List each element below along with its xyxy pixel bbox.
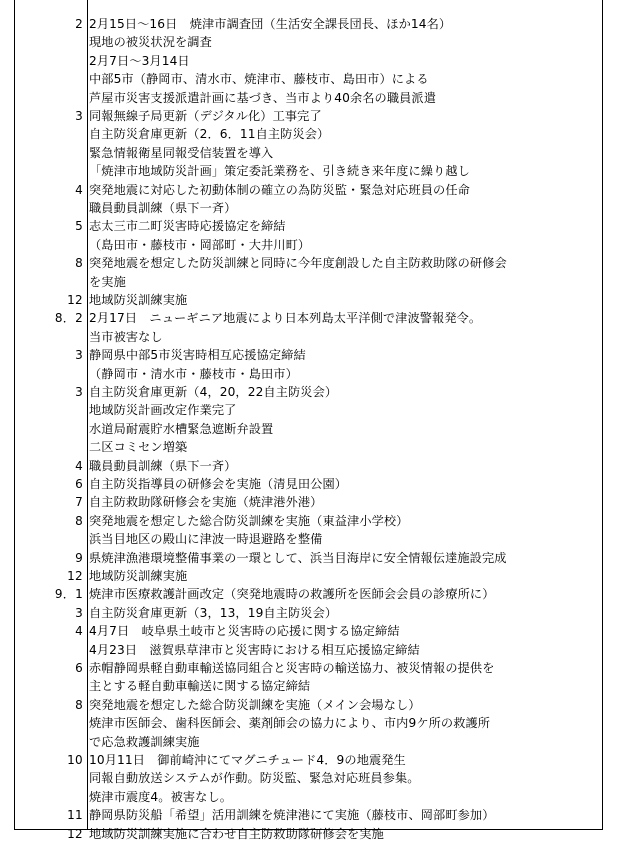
event-text: 現地の被災状況を調査 [89,35,212,50]
event-text: 同報自動放送システムが作動。防災監、緊急対応班員参集。 [89,771,420,786]
date-cell [15,769,83,787]
event-text: 4月7日 岐阜県土岐市と災害時の応援に関する協定締結 [89,624,400,639]
table-row [15,457,602,475]
event-text: （静岡市・清水市・藤枝市・島田市） [89,366,298,381]
event-text: 自主防災倉庫更新（4，20，22自主防災会） [89,385,338,399]
table-row [15,420,602,438]
table-row [15,33,602,51]
event-text: 自主防災倉庫更新（3，13，19自主防災会） [89,605,338,620]
table-row [15,181,602,199]
event-text: 自主防救助隊研修会を実施（焼津港外港） [89,495,323,510]
event-text: 赤帽静岡県軽自動車輸送協同組合と災害時の輸送協力、被災情報の提供を [89,661,495,675]
table-row [15,475,602,493]
table-row [15,162,602,180]
date-cell [15,125,83,143]
event-text: 水道局耐震貯水槽緊急遮断弁設置 [89,421,274,436]
event-text: 自主防災倉庫更新（2．6．11自主防災会） [89,127,330,142]
table-row [15,714,602,732]
date-cell: 6 [75,477,83,491]
date-cell: 4 [75,624,83,639]
table-row [15,328,602,346]
event-text: 中部5市（静岡市、清水市、焼津市、藤枝市、島田市）による [89,72,429,87]
date-cell [15,52,83,70]
event-text: 地域防災訓練実施 [89,293,188,307]
table-row [15,769,602,787]
table-row [15,291,602,309]
table-row [15,622,602,640]
event-text: 地域防災計画改定作業完了 [89,403,237,418]
date-cell: 8 [75,513,83,528]
date-cell: 11 [67,808,83,823]
table-row [15,365,602,383]
table-row [15,549,602,567]
event-text: 突発地震を想定した総合防災訓練を実施（メイン会場なし） [89,697,421,712]
table-row [15,696,602,714]
event-text: で応急救護訓練実施 [89,734,200,749]
chronology-table [14,0,603,841]
date-cell [15,677,83,695]
event-text: 自主防災指導員の研修会を実施（清見田公園） [89,477,348,491]
table-row [15,70,602,88]
table-row [15,401,602,419]
date-cell [15,199,83,217]
table-row [15,567,602,585]
date-cell [15,365,83,383]
date-cell: 9．1 [54,587,83,602]
table-row [15,530,602,548]
date-cell: 3 [75,605,83,620]
date-cell: 8．2 [54,311,83,326]
date-cell: 8 [75,256,83,271]
table-row [15,659,602,677]
table-row [15,107,602,125]
table-row [15,604,602,622]
table-row [15,254,602,272]
date-cell [15,401,83,419]
event-text: 2月7日～3月14日 [89,53,190,68]
table-row [15,641,602,659]
date-cell [15,641,83,659]
date-cell: 12 [67,826,83,841]
table-row [15,217,602,235]
event-text: 10月11日 御前崎沖にてマグニチュード4．9の地震発生 [89,753,406,767]
event-text: 2月17日 ニューギニア地震により日本列島太平洋側で津波警報発令。 [89,311,482,326]
date-cell: 12 [67,569,83,583]
date-cell: 8 [75,697,83,712]
date-cell [15,144,83,162]
event-text: 浜当目地区の殿山に津波一時退避路を整備 [89,532,323,547]
date-cell [15,162,83,180]
table-row [15,788,602,806]
event-text: 二区コミセン増築 [89,440,188,455]
table-row [15,236,602,254]
event-text: 焼津市医師会、歯科医師会、薬剤師会の協力により、市内9ケ所の救護所 [89,716,491,731]
event-text: 焼津市医療救護計画改定（突発地震時の救護所を医師会会員の診療所に） [89,587,495,602]
table-row [15,493,602,511]
table-row [15,199,602,217]
date-cell [15,70,83,88]
event-text: 静岡県防災船「希望」活用訓練を焼津港にて実施（藤枝市、岡部町参加） [89,808,495,823]
event-text: 志太三市二町災害時応援協定を締結 [89,219,286,234]
event-text: 地域防災訓練実施に合わせ自主防救助隊研修会を実施 [89,826,384,841]
date-cell [15,714,83,732]
table-row [15,677,602,695]
date-cell [15,420,83,438]
event-text: 当市被害なし [89,329,163,344]
event-text: 突発地震を想定した防災訓練と同時に今年度創設した自主防救助隊の研修会 [89,256,507,271]
table-row [15,825,602,843]
event-text: （島田市・藤枝市・岡部町・大井川町） [89,237,311,252]
table-row [15,512,602,530]
date-cell: 6 [75,661,83,675]
date-cell: 7 [75,495,83,510]
date-cell: 10 [67,753,83,767]
event-text: を実施 [89,274,126,289]
date-cell [15,89,83,107]
date-cell: 5 [75,219,83,234]
event-text: 主とする軽自動車輸送に関する協定締結 [89,679,311,694]
table-row [15,89,602,107]
table-row [15,585,602,603]
event-text: 4月23日 滋賀県草津市と災害時における相互応援協定締結 [89,642,420,657]
table-row [15,751,602,769]
event-text: 職員動員訓練（県下一斉） [89,458,237,473]
table-row [15,733,602,751]
date-cell [15,530,83,548]
date-cell [15,273,83,291]
date-cell [15,328,83,346]
table-row [15,438,602,456]
table-row [15,144,602,162]
table-row [15,383,602,401]
date-cell: 4 [75,458,83,473]
date-cell [15,788,83,806]
table-row [15,346,602,364]
date-cell: 3 [75,348,83,363]
table-row [15,273,602,291]
date-cell: 2 [75,17,83,31]
event-text: 焼津市震度4。被害なし。 [89,789,233,804]
event-text: 「焼津市地域防災計画」策定委託業務を、引き続き来年度に繰り越し [89,164,470,179]
table-row [15,15,602,33]
event-text: 職員動員訓練（県下一斉） [89,201,237,215]
event-text: 地域防災訓練実施 [89,569,188,583]
date-cell [15,733,83,751]
date-cell: 3 [75,385,83,399]
event-text: 突発地震に対応した初動体制の確立の為防災監・緊急対応班員の任命 [89,182,470,197]
date-cell: 12 [67,293,83,307]
table-row [15,806,602,824]
table-row [15,125,602,143]
event-text: 静岡県中部5市災害時相互応援協定締結 [89,348,306,363]
date-cell: 3 [75,109,83,123]
date-cell [15,236,83,254]
date-cell: 9 [75,550,83,565]
date-cell: 4 [75,182,83,197]
table-row [15,309,602,327]
event-text: 同報無線子局更新（デジタル化）工事完了 [89,109,322,123]
event-text: 県焼津漁港環境整備事業の一環として、浜当目海岸に安全情報伝達施設完成 [89,550,507,565]
event-text: 2月15日～16日 焼津市調査団（生活安全課長団長、ほか14名） [89,17,452,31]
event-text: 緊急情報衛星同報受信装置を導入 [89,145,274,160]
table-row [15,52,602,70]
date-cell [15,33,83,51]
event-text: 突発地震を想定した総合防災訓練を実施（東益津小学校） [89,513,409,528]
event-text: 芦屋市災害支援派遣計画に基づき、当市より40余名の職員派遣 [89,90,436,105]
date-cell [15,438,83,456]
